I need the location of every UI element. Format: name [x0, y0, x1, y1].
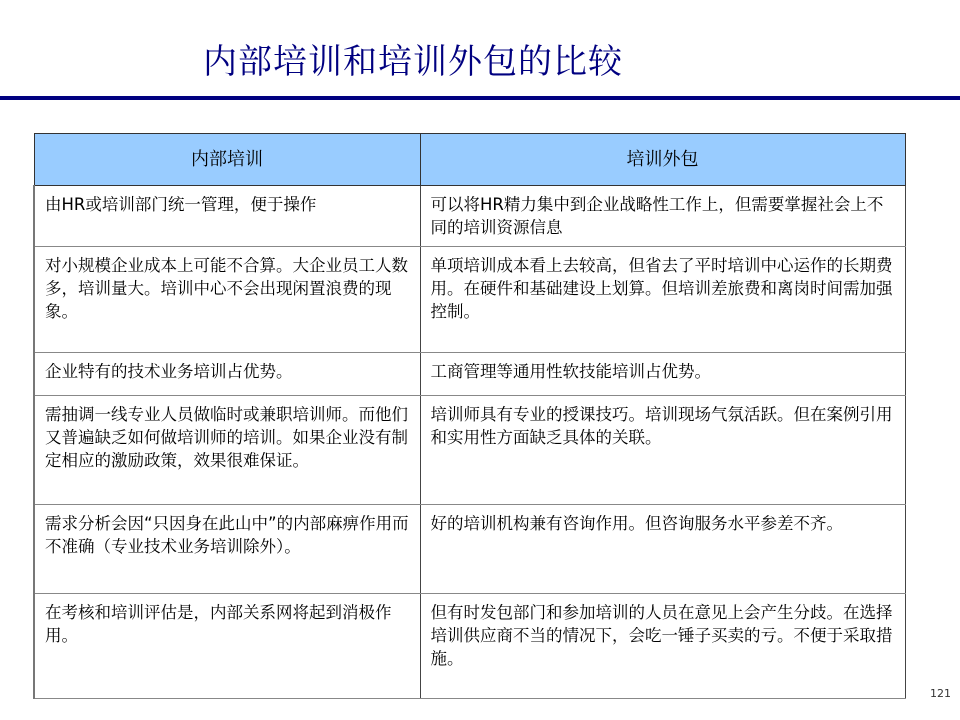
title-divider — [0, 96, 960, 100]
page-number: 121 — [930, 687, 951, 700]
table-row — [34, 505, 905, 594]
header-internal-training: 内部培训 — [34, 134, 420, 186]
table-row — [34, 396, 905, 505]
slide-title: 内部培训和培训外包的比较 — [203, 42, 623, 82]
table-row — [34, 594, 905, 699]
cell-outsourced: 可以将HR精力集中到企业战略性工作上，但需要掌握社会上不同的培训资源信息 — [420, 186, 905, 247]
cell-outsourced: 培训师具有专业的授课技巧。培训现场气氛活跃。但在案例引用和实用性方面缺乏具体的关联。 — [420, 396, 905, 505]
cell-internal: 对小规模企业成本上可能不合算。大企业员工人数多，培训量大。培训中心不会出现闲置浪费的现象。 — [34, 247, 420, 353]
cell-outsourced: 单项培训成本看上去较高，但省去了平时培训中心运作的长期费用。在硬件和基础建设上划算。但培训差旅费和离岗时间需加强控制。 — [420, 247, 905, 353]
cell-internal: 需抽调一线专业人员做临时或兼职培训师。而他们又普遍缺乏如何做培训师的培训。如果企业没有制定相应的激励政策，效果很难保证。 — [34, 396, 420, 505]
cell-internal: 在考核和培训评估是，内部关系网将起到消极作用。 — [34, 594, 420, 699]
cell-internal: 需求分析会因“只因身在此山中”的内部麻痹作用而不准确（专业技术业务培训除外）。 — [34, 505, 420, 594]
header-outsourced-training: 培训外包 — [420, 134, 905, 186]
cell-outsourced: 工商管理等通用性软技能培训占优势。 — [420, 353, 905, 396]
table-row — [34, 353, 905, 396]
table-header-row — [34, 134, 905, 186]
cell-internal: 由HR或培训部门统一管理，便于操作 — [34, 186, 420, 247]
cell-outsourced: 但有时发包部门和参加培训的人员在意见上会产生分歧。在选择培训供应商不当的情况下，会吃一锤子买卖的亏。不便于采取措施。 — [420, 594, 905, 699]
cell-outsourced: 好的培训机构兼有咨询作用。但咨询服务水平参差不齐。 — [420, 505, 905, 594]
comparison-table — [33, 133, 906, 699]
cell-internal: 企业特有的技术业务培训占优势。 — [34, 353, 420, 396]
table-row — [34, 186, 905, 247]
table-row — [34, 247, 905, 353]
